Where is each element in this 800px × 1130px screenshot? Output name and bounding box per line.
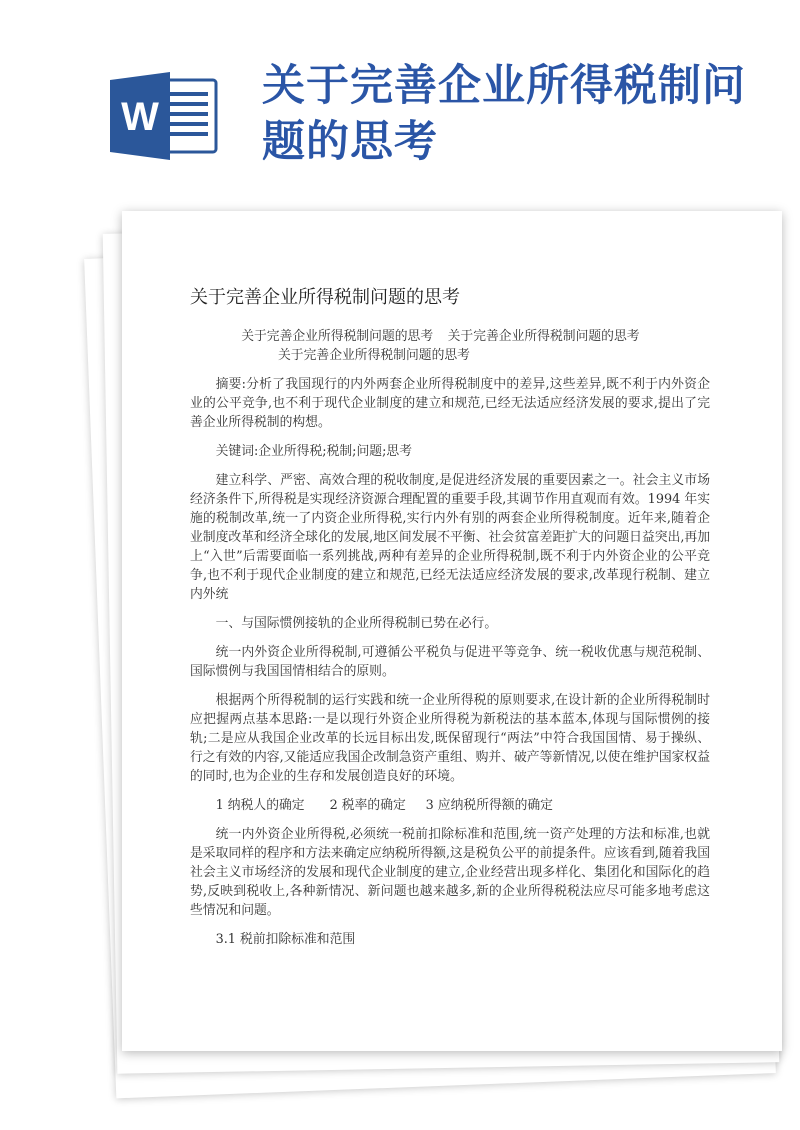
document-subtitle xyxy=(190,327,710,365)
word-icon xyxy=(110,72,220,160)
section-heading-1: 一、与国际惯例接轨的企业所得税制已势在必行。 xyxy=(215,616,498,631)
item-list xyxy=(190,796,710,815)
list-item: 2 税率的确定 xyxy=(329,798,406,813)
body-paragraph-3: 根据两个所得税制的运行实践和统一企业所得税的原则要求,在设计新的企业所得税制时应把握两点基本思路:一是以现行外资企业所得税为新税法的基本蓝本,体现与国际惯例的接轨;二是应从我国企业改革的长远目标出发,既保留现行“两法”中符合我国国情、易于操纵、行之有效的内容,又能适应我国企改制急资产重组、购并、破产等新情况,以使在维护国家权益的同时,也为企业的生存和发展创造良好的环境。 xyxy=(190,693,711,784)
body-paragraph-1: 建立科学、严密、高效合理的税收制度,是促进经济发展的重要因素之一。社会主义市场经济条件下,所得税是实现经济资源合理配置的重要手段,其调节作用直观而有效。1994 年实施的税制改革,统一了内资企业所得税,实行内外有别的两套企业所得税制度。近年来,随着企业制度改革和经济全球化的发展,地区间发展不平衡、社会贫富差距扩大的问题日益突出,再加上“入世”后需要面临一系列挑战,两种有差异的企业所得税制,既不利于内外资企业的公平竞争,也不利于现代企业制度的建立和规范,已经无法适应经济发展的要求,改革现行税制、建立内外统 xyxy=(190,473,711,602)
banner-title: 关于完善企业所得税制问题的思考 xyxy=(262,61,746,167)
body-paragraph-2: 统一内外资企业所得税制,可遵循公平税负与促进平等竞争、统一税收优惠与规范税制、国际惯例与我国国情相结合的原则。 xyxy=(190,645,710,679)
body-paragraph-4: 统一内外资企业所得税,必须统一税前扣除标准和范围,统一资产处理的方法和标准,也就是采取同样的程序和方法来确定应纳税所得额,这是税负公平的前提条件。应该看到,随着我国社会主义市场经济的发展和现代企业制度的建立,企业经营出现多样化、集团化和国际化的趋势,反映到税收上,各种新情况、新问题也越来越多,新的企业所得税税法应尽可能多地考虑这些情况和问题。 xyxy=(190,827,711,918)
abstract-paragraph: 摘要:分析了我国现行的内外两套企业所得税制度中的差异,这些差异,既不利于内外资企业的公平竞争,也不利于现代企业制度的建立和规范,已经无法适应经济发展的要求,提出了完善企业所得税制的构想。 xyxy=(190,377,710,430)
document-heading: 关于完善企业所得税制问题的思考 xyxy=(190,287,460,308)
subtitle-a: 关于完善企业所得税制问题的思考 xyxy=(241,329,434,344)
keywords-paragraph: 关键词:企业所得税;税制;问题;思考 xyxy=(215,444,412,459)
document-body xyxy=(190,327,710,959)
list-item: 3 应纳税所得额的确定 xyxy=(425,798,553,813)
svg-text:W: W xyxy=(121,95,159,139)
list-item: 1 纳税人的确定 xyxy=(215,798,305,813)
subtitle-b: 关于完善企业所得税制问题的思考 xyxy=(447,329,640,344)
section-heading-3-1: 3.1 税前扣除标准和范围 xyxy=(215,932,356,947)
document-page xyxy=(122,211,782,1051)
subtitle-c: 关于完善企业所得税制问题的思考 xyxy=(278,348,470,363)
